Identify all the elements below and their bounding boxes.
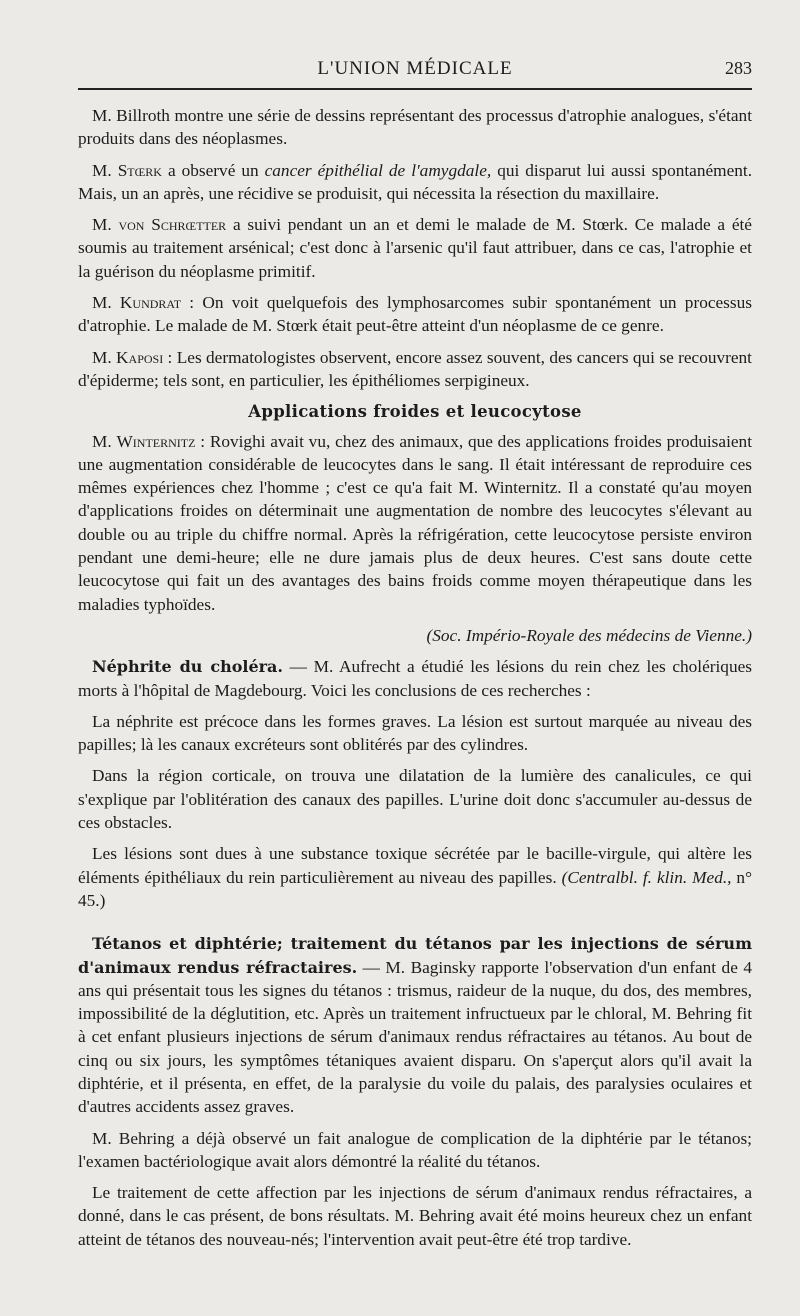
speaker-name: Winternitz [116, 431, 196, 451]
speaker-prefix: M. [92, 160, 118, 180]
paragraph-kundrat [78, 291, 752, 338]
spacer [78, 920, 752, 932]
page-header [78, 56, 752, 90]
speaker-prefix: M. [92, 347, 117, 367]
paragraph-text: qui disparut lui aussi spontanément. Mais, un an après, une récidive se produisit, qui nécessita la résection du maxillaire. [78, 160, 753, 203]
running-title: L'UNION MÉDICALE [317, 58, 513, 79]
speaker-prefix: M. [92, 431, 117, 451]
speaker-name: Stœrk [117, 160, 162, 180]
paragraph-text: : On voit quelquefois des lymphosarcomes subir spontanément un processus d'atrophie. Le malade de M. Stœrk était peut-être atteint d'un néoplasme de ce genre. [78, 293, 752, 336]
paragraph-text: Les lésions sont dues à une substance toxique sécrétée par le bacille-virgule, qui altère les éléments épithéliaux du rein particulièrement au niveau des papilles. [78, 844, 752, 887]
paragraph-stoerk [78, 159, 752, 206]
speaker-name: Kundrat [119, 293, 182, 313]
paragraph-text: La néphrite est précoce dans les formes graves. La lésion est surtout marquée au niveau des papilles; là les canaux excréteurs sont oblitérés par des cylindres. [78, 711, 752, 755]
italic-text: cancer épithélial de l'amygdale, [264, 160, 492, 180]
speaker-name: Kaposi [116, 347, 164, 367]
paragraph-text: montre une série de dessins représentant des processus d'atrophie analogues, s'étant produits dans des néoplasmes. [78, 106, 753, 149]
paragraph-text: a suivi pendant un an et demi le malade de M. Stœrk. Ce malade a été soumis au traitement arsénical; c'est donc à l'arsenic qu'il faut attribuer, dans ce cas, l'atrophie et la guérison du néoplasme primitif. [78, 215, 752, 281]
article-lead: Tétanos et diphtérie; traitement du tétanos par les injections de sérum d'animaux rendus réfractaires. [78, 934, 752, 977]
paragraph-text: Le traitement de cette affection par les injections de sérum d'animaux rendus réfractaires, a donné, dans le cas présent, de bons résultats. M. Behring avait été moins heureux chez un enfant atteint de tétanos des nouveau-nés; l'intervention avait peut-être été trop tardive. [78, 1183, 752, 1249]
citation-number: n° 45.) [78, 867, 752, 910]
speaker-prefix: M. [92, 215, 119, 235]
paragraph-text: — M. Aufrecht a étudié les lésions du rein chez les cholériques morts à l'hôpital de Magdebourg. Voici les conclusions de ces recherches : [78, 657, 752, 700]
header-rule [78, 88, 752, 90]
paragraph-kaposi [78, 346, 752, 393]
speaker-name: von Schrœtter [118, 215, 227, 235]
paragraph-text: : Rovighi avait vu, chez des animaux, que des applications froides produisaient une augmentation considérable de leucocytes dans le sang. Il était intéressant de reproduire ces mêmes expériences chez l'homme ; c'est ce qu'a fait M. Winternitz. Il a constaté qu'au moyen d'applications froides on déterminait une augmentation de nombre des leucocytes s'élevant au double ou au triple du chiffre normal. Après la réfrigération, cette leucocytose persiste environ pendant une demi-heure; elle ne dure jamais plus de deux heures. C'est sans doute cette leucocytose qui fait un des avantages des bains froids comme moyen thérapeutique dans les maladies typhoïdes. [78, 431, 752, 614]
article-lead: Néphrite du choléra. [92, 657, 283, 677]
source-citation: (Soc. Império-Royale des médecins de Vienne.) [426, 625, 752, 645]
paragraph-text: a observé un [161, 160, 265, 180]
paragraph-lesions [78, 842, 752, 912]
paragraph-nephrite [78, 655, 752, 702]
section-title: Applications froides et leucocytose [248, 402, 582, 422]
page-number: 283 [725, 58, 752, 78]
article-body [78, 104, 752, 1259]
paragraph-billroth [78, 104, 752, 151]
paragraph-tetanos [78, 932, 752, 1118]
paragraph-schroetter [78, 213, 752, 283]
paragraph-text: : Les dermatologistes observent, encore assez souvent, des cancers qui se recouvrent d'épiderme; tels sont, en particulier, les épithéliomes serpigineux. [78, 347, 752, 390]
paragraph-text: — M. Baginsky rapporte l'observation d'un enfant de 4 ans qui présentait tous les signes du tétanos : trismus, raideur de la nuque, du dos, des membres, impossibilité de la déglutition, etc. Après un traitement infructueux par le chloral, M. Behring fit à cet enfant plusieurs injections de sérum d'animaux rendus réfractaires au tétanos. Au bout de cinq ou six jours, les symptômes tétaniques avaient disparu. On s'aperçut alors qu'il avait la diphtérie, et il présenta, en effet, de la paralysie du voile du palais, des paralysies oculaires et d'autres accidents assez graves. [78, 957, 752, 1117]
paragraph-text: M. Behring a déjà observé un fait analogue de complication de la diphtérie par le tétanos; l'examen bactériologique avait alors démontré la réalité du tétanos. [78, 1128, 752, 1171]
paragraph-text: Dans la région corticale, on trouva une dilatation de la lumière des canalicules, ce qui s'explique par l'oblitération des canaux des papilles. L'urine doit donc s'accumuler au-dessus de ces obstacles. [78, 766, 752, 833]
paragraph-winternitz [78, 430, 752, 616]
speaker-name: M. Billroth [92, 106, 170, 125]
speaker-prefix: M. [92, 293, 120, 313]
journal-citation: (Centralbl. f. klin. Med., [561, 867, 732, 887]
